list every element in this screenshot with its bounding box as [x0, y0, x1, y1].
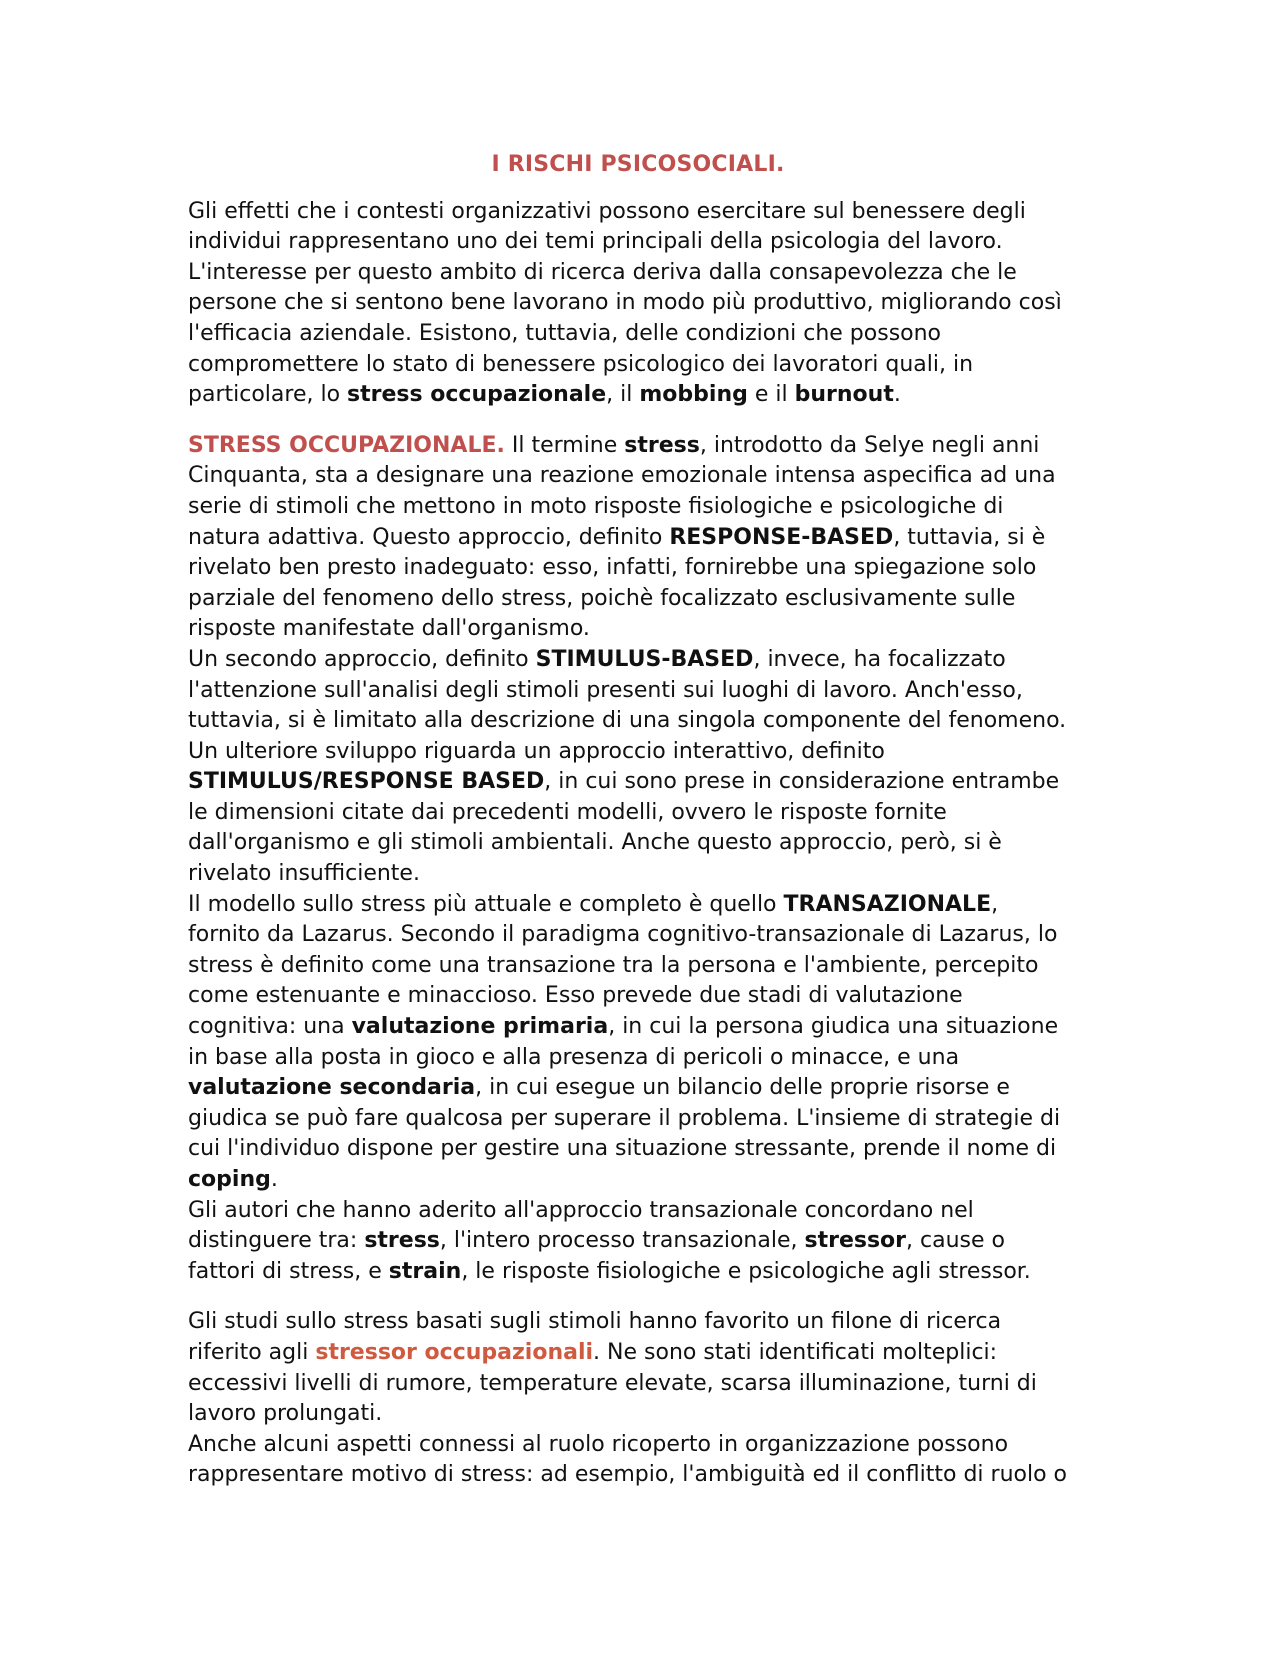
text-line: cui l'individuo dispone per gestire una situazione stressante, prende il nome di: [188, 1136, 1057, 1162]
text-line: [188, 1165, 1088, 1196]
term-mobbing: mobbing: [639, 382, 748, 408]
text-run: distinguere tra:: [188, 1228, 365, 1254]
text-run: ,: [991, 891, 999, 917]
term-burnout: burnout: [794, 382, 894, 408]
text-line: [188, 1257, 1088, 1288]
text-line: [188, 523, 1088, 554]
text-line: Gli studi sullo stress basati sugli stimoli hanno favorito un filone di ricerca: [188, 1309, 1002, 1335]
text-line: risposte manifestate dall'organismo.: [188, 616, 590, 642]
text-line: [188, 1012, 1088, 1043]
term-valutazione-primaria: valutazione primaria: [351, 1014, 609, 1040]
text-run: , in cui la persona giudica una situazione: [608, 1014, 1059, 1040]
text-line: le dimensioni citate dai precedenti modelli, ovvero le risposte fornite: [188, 799, 947, 825]
text-line: l'efficacia aziendale. Esistono, tuttavia, delle condizioni che possono: [188, 320, 942, 346]
text-line: in base alla posta in gioco e alla presenza di pericoli o minacce, e una: [188, 1044, 960, 1070]
text-line: fornito da Lazarus. Secondo il paradigma cognitivo-transazionale di Lazarus, lo: [188, 922, 1058, 948]
text-line: eccessivi livelli di rumore, temperature elevate, scarsa illuminazione, turni di: [188, 1370, 1037, 1396]
term-stress-occupazionale: stress occupazionale: [347, 382, 607, 408]
text-run: , l'intero processo transazionale,: [439, 1228, 805, 1254]
text-line: stress è definito come una transazione tra la persona e l'ambiente, percepito: [188, 952, 1039, 978]
text-line: Gli effetti che i contesti organizzativi possono esercitare sul benessere degli: [188, 198, 1026, 224]
text-run: . Ne sono stati identificati molteplici:: [593, 1339, 998, 1365]
text-line: serie di stimoli che mettono in moto risposte fisiologiche e psicologiche di: [188, 493, 1004, 519]
term-response-based: RESPONSE-BASED: [669, 524, 894, 550]
text-line: dall'organismo e gli stimoli ambientali. Anche questo approccio, però, si è: [188, 830, 1002, 856]
text-line: [188, 431, 1088, 462]
text-run: natura adattiva. Questo approccio, definito: [188, 524, 670, 550]
section-heading: STRESS OCCUPAZIONALE.: [188, 432, 505, 458]
term-stress: stress: [364, 1228, 440, 1254]
document-page: [188, 150, 1088, 1491]
text-line: Gli autori che hanno aderito all'approccio transazionale concordano nel: [188, 1197, 974, 1223]
intro-paragraph: [188, 197, 1088, 411]
text-run: , invece, ha focalizzato: [753, 646, 1006, 672]
term-stress: stress: [624, 432, 700, 458]
term-stressor-occupazionali: stressor occupazionali: [315, 1339, 594, 1365]
text-line: individui rappresentano uno dei temi principali della psicologia del lavoro.: [188, 229, 1003, 255]
text-line: compromettere lo stato di benessere psicologico dei lavoratori quali, in: [188, 351, 974, 377]
document-title: I RISCHI PSICOSOCIALI.: [491, 152, 785, 177]
text-line: [188, 890, 1088, 921]
text-line: L'interesse per questo ambito di ricerca deriva dalla consapevolezza che le: [188, 259, 1017, 285]
text-run: , tuttavia, si è: [893, 524, 1046, 550]
text-run: e il: [747, 382, 795, 408]
text-run: , in cui sono prese in considerazione entrambe: [544, 769, 1060, 795]
stressors-paragraph: [188, 1307, 1088, 1491]
term-stimulus-based: STIMULUS-BASED: [535, 646, 754, 672]
text-run: , introdotto da Selye negli anni: [699, 432, 1040, 458]
text-line: l'attenzione sull'analisi degli stimoli presenti sui luoghi di lavoro. Anch'esso,: [188, 677, 1023, 703]
text-run: Il modello sullo stress più attuale e completo è quello: [188, 891, 784, 917]
text-line: [188, 1338, 1088, 1369]
text-line: Cinquanta, sta a designare una reazione emozionale intensa aspecifica ad una: [188, 463, 1056, 489]
text-line: [188, 1226, 1088, 1257]
term-stimulus-response-based: STIMULUS/RESPONSE BASED: [188, 769, 545, 795]
text-run: , cause o: [906, 1228, 1005, 1254]
term-coping: coping: [188, 1167, 271, 1192]
text-line: come estenuante e minaccioso. Esso prevede due stadi di valutazione: [188, 983, 963, 1009]
text-line: rivelato insufficiente.: [188, 861, 420, 887]
text-run: Un secondo approccio, definito: [188, 646, 536, 672]
text-line: [188, 767, 1088, 798]
text-run: , le risposte fisiologiche e psicologiche agli stressor.: [461, 1258, 1031, 1284]
text-line: parziale del fenomeno dello stress, poichè focalizzato esclusivamente sulle: [188, 585, 1016, 611]
text-run: .: [893, 382, 901, 408]
text-line: persone che si sentono bene lavorano in modo più produttivo, migliorando così: [188, 290, 1062, 316]
text-line: tuttavia, si è limitato alla descrizione di una singola componente del fenomeno.: [188, 708, 1067, 734]
text-run: fattori di stress, e: [188, 1258, 389, 1284]
term-transazionale: TRANSAZIONALE: [783, 891, 992, 917]
text-run: Il termine: [504, 432, 625, 458]
text-line: [188, 1073, 1088, 1104]
text-line: rappresentare motivo di stress: ad esempio, l'ambiguità ed il conflitto di ruolo o: [188, 1462, 1068, 1488]
stress-section: [188, 431, 1088, 1288]
text-line: [188, 645, 1088, 676]
text-run: , in cui esegue un bilancio delle proprie risorse e: [475, 1075, 1010, 1101]
text-line: [188, 380, 1088, 411]
text-line: Un ulteriore sviluppo riguarda un approccio interattivo, definito: [188, 738, 885, 764]
text-run: , il: [606, 382, 640, 408]
term-valutazione-secondaria: valutazione secondaria: [188, 1075, 476, 1101]
text-run: cognitiva: una: [188, 1014, 352, 1040]
text-line: lavoro prolungati.: [188, 1401, 383, 1427]
term-stressor: stressor: [804, 1228, 907, 1254]
text-run: particolare, lo: [188, 382, 348, 408]
text-line: Anche alcuni aspetti connessi al ruolo ricoperto in organizzazione possono: [188, 1431, 1009, 1457]
text-run: .: [270, 1167, 278, 1192]
term-strain: strain: [388, 1258, 462, 1284]
text-line: rivelato ben presto inadeguato: esso, infatti, fornirebbe una spiegazione solo: [188, 555, 1037, 581]
text-line: giudica se può fare qualcosa per superare il problema. L'insieme di strategie di: [188, 1105, 1061, 1131]
text-run: riferito agli: [188, 1339, 316, 1365]
